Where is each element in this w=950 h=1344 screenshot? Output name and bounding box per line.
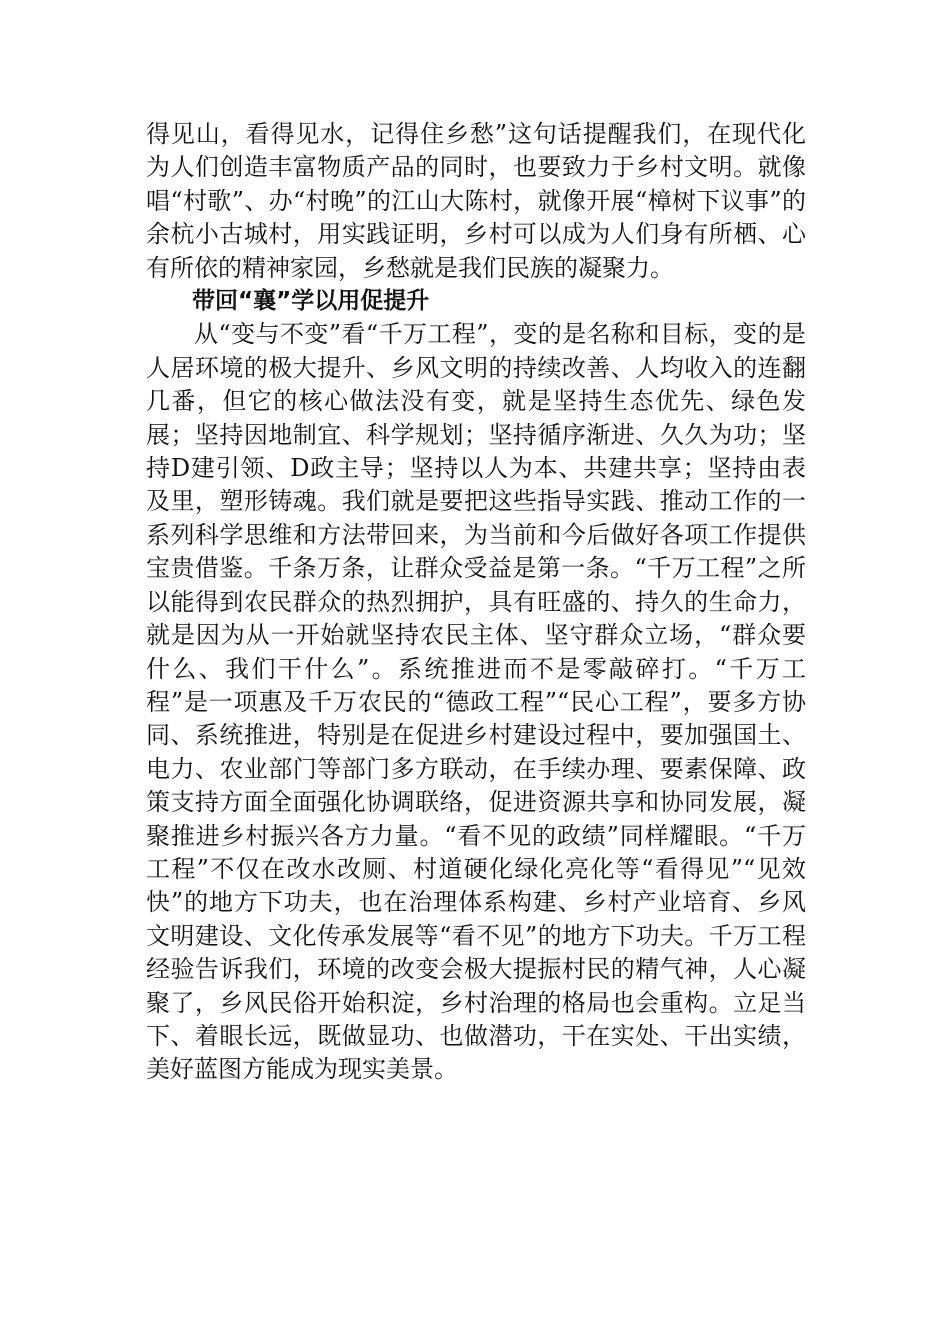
- paragraph-body: 从“变与不变”看“千万工程”，变的是名称和目标，变的是人居环境的极大提升、乡风文明的持续改善、人均收入的连翻几番，但它的核心做法没有变，就是坚持生态优先、绿色发展；坚持因地制宜、科学规划；坚持循序渐进、久久为功；坚持D建引领、D政主导；坚持以人为本、共建共享；坚持由表及里，塑形铸魂。我们就是要把这些指导实践、推动工作的一系列科学思维和方法带回来，为当前和今后做好各项工作提供宝贵借鉴。千条万条，让群众受益是第一条。“千万工程”之所以能得到农民群众的热烈拥护，具有旺盛的、持久的生命力，就是因为从一开始就坚持农民主体、坚守群众立场，“群众要什么、我们干什么”。系统推进而不是零敲碎打。“千万工程”是一项惠及千万农民的“德政工程”“民心工程”，要多方协同、系统推进，特别是在促进乡村建设过程中，要加强国土、电力、农业部门等部门多方联动，在手续办理、要素保障、政策支持方面全面强化协调联络，促进资源共享和协同发展，凝聚推进乡村振兴各方力量。“看不见的政绩”同样耀眼。“千万工程”不仅在改水改厕、村道硬化绿化亮化等“看得见”“见效快”的地方下功夫，也在治理体系构建、乡村产业培育、乡风文明建设、文化传承发展等“看不见”的地方下功夫。千万工程经验告诉我们，环境的改变会极大提振村民的精气神，人心凝聚了，乡风民俗开始积淀，乡村治理的格局也会重构。立足当下、着眼长远，既做显功、也做潜功，干在实处、干出实绩，美好蓝图方能成为现实美景。: [146, 320, 806, 1084]
- section-heading: 带回“襄”学以用促提升: [192, 288, 430, 315]
- paragraph-continuation: 得见山，看得见水，记得住乡愁”这句话提醒我们，在现代化为人们创造丰富物质产品的同时，也要致力于乡村文明。就像唱“村歌”、办“村晚”的江山大陈村，就像开展“樟树下议事”的余杭小古城村，用实践证明，乡村可以成为人们身有所栖、心有所依的精神家园，乡愁就是我们民族的凝聚力。: [146, 120, 806, 282]
- document-page: [146, 118, 806, 1087]
